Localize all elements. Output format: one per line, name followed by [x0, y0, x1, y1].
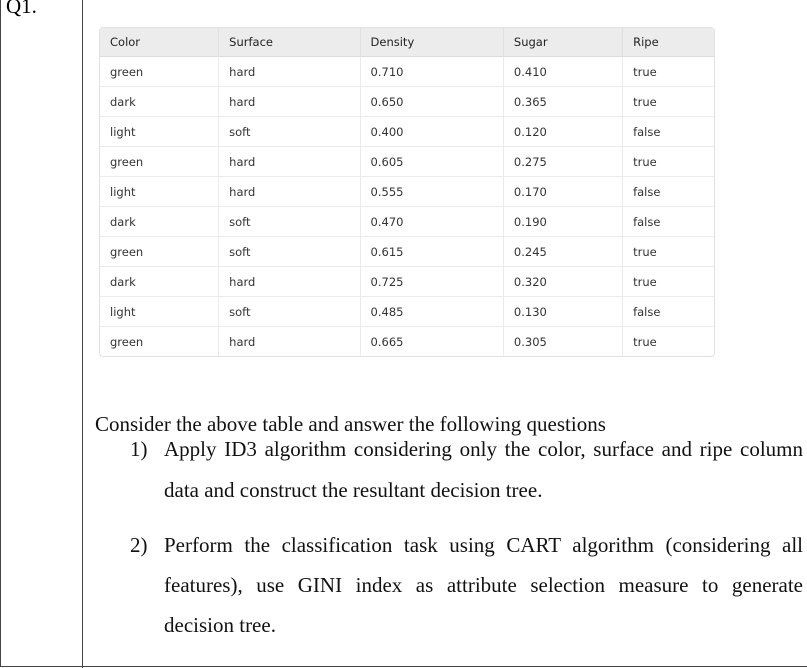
cell-ripe: false	[623, 207, 714, 237]
cell-sugar: 0.305	[504, 327, 623, 356]
table-row	[100, 207, 714, 237]
cell-ripe: false	[623, 117, 714, 147]
cell-surface: soft	[219, 207, 360, 237]
cell-sugar: 0.365	[504, 87, 623, 117]
cell-density: 0.470	[361, 207, 504, 237]
table-row	[100, 297, 714, 327]
column-header-ripe: Ripe	[623, 28, 714, 57]
table-header-row	[100, 28, 714, 57]
table-row	[100, 117, 714, 147]
cell-color: green	[100, 327, 219, 356]
cell-color: light	[100, 297, 219, 327]
cell-density: 0.710	[361, 57, 504, 87]
cell-surface: hard	[219, 57, 360, 87]
cell-sugar: 0.245	[504, 237, 623, 267]
column-divider	[82, 0, 83, 668]
column-header-density: Density	[361, 28, 504, 57]
cell-ripe: true	[623, 87, 714, 117]
cell-color: green	[100, 237, 219, 267]
question-item	[95, 429, 803, 511]
cell-sugar: 0.130	[504, 297, 623, 327]
cell-ripe: true	[623, 237, 714, 267]
question-number: 2)	[130, 533, 148, 557]
cell-surface: soft	[219, 297, 360, 327]
column-header-color: Color	[100, 28, 219, 57]
table-row	[100, 57, 714, 87]
table-row	[100, 147, 714, 177]
table-row	[100, 267, 714, 297]
cell-sugar: 0.120	[504, 117, 623, 147]
data-table	[99, 27, 715, 357]
cell-density: 0.400	[361, 117, 504, 147]
table-body	[100, 57, 714, 356]
cell-surface: hard	[219, 327, 360, 356]
cell-sugar: 0.410	[504, 57, 623, 87]
cell-surface: soft	[219, 237, 360, 267]
table-row	[100, 327, 714, 356]
cell-surface: hard	[219, 87, 360, 117]
cell-density: 0.615	[361, 237, 504, 267]
cell-density: 0.555	[361, 177, 504, 207]
cell-sugar: 0.170	[504, 177, 623, 207]
cell-color: light	[100, 117, 219, 147]
cell-color: dark	[100, 267, 219, 297]
table-row	[100, 177, 714, 207]
question-label: Q1.	[6, 0, 37, 18]
cell-density: 0.485	[361, 297, 504, 327]
cell-ripe: true	[633, 334, 657, 349]
table-row	[100, 237, 714, 267]
cell-surface: hard	[219, 177, 360, 207]
cell-ripe: true	[623, 267, 714, 297]
cell-sugar: 0.275	[504, 147, 623, 177]
question-text: Apply ID3 algorithm considering only the color, surface and ripe column data and construct the resultant decision tree.	[164, 437, 803, 502]
cell-surface: hard	[219, 147, 360, 177]
cell-ripe: true	[623, 57, 714, 87]
question-text: Perform the classification task using CART algorithm (considering all features), use GINI index as attribute selection measure to generate decision tree.	[164, 533, 803, 637]
question-number: 1)	[130, 437, 148, 461]
cell-color: green	[100, 57, 219, 87]
cell-color: green	[100, 147, 219, 177]
cell-surface: soft	[219, 117, 360, 147]
cell-density: 0.650	[361, 87, 504, 117]
questions-block	[95, 411, 803, 645]
column-header-sugar: Sugar	[504, 28, 623, 57]
cell-color: dark	[100, 207, 219, 237]
cell-ripe: false	[623, 297, 714, 327]
cell-ripe: true	[623, 147, 714, 177]
column-header-surface: Surface	[219, 28, 360, 57]
cell-surface: hard	[219, 267, 360, 297]
cell-sugar: 0.190	[504, 207, 623, 237]
cell-density: 0.665	[361, 327, 504, 356]
questions-intro: Consider the above table and answer the following questions	[95, 412, 606, 436]
cell-color: light	[100, 177, 219, 207]
cell-ripe: false	[623, 177, 714, 207]
cell-color: dark	[100, 87, 219, 117]
cell-density: 0.725	[361, 267, 504, 297]
cell-density: 0.605	[361, 147, 504, 177]
cell-sugar: 0.320	[504, 267, 623, 297]
table-row	[100, 87, 714, 117]
question-item	[95, 525, 803, 645]
